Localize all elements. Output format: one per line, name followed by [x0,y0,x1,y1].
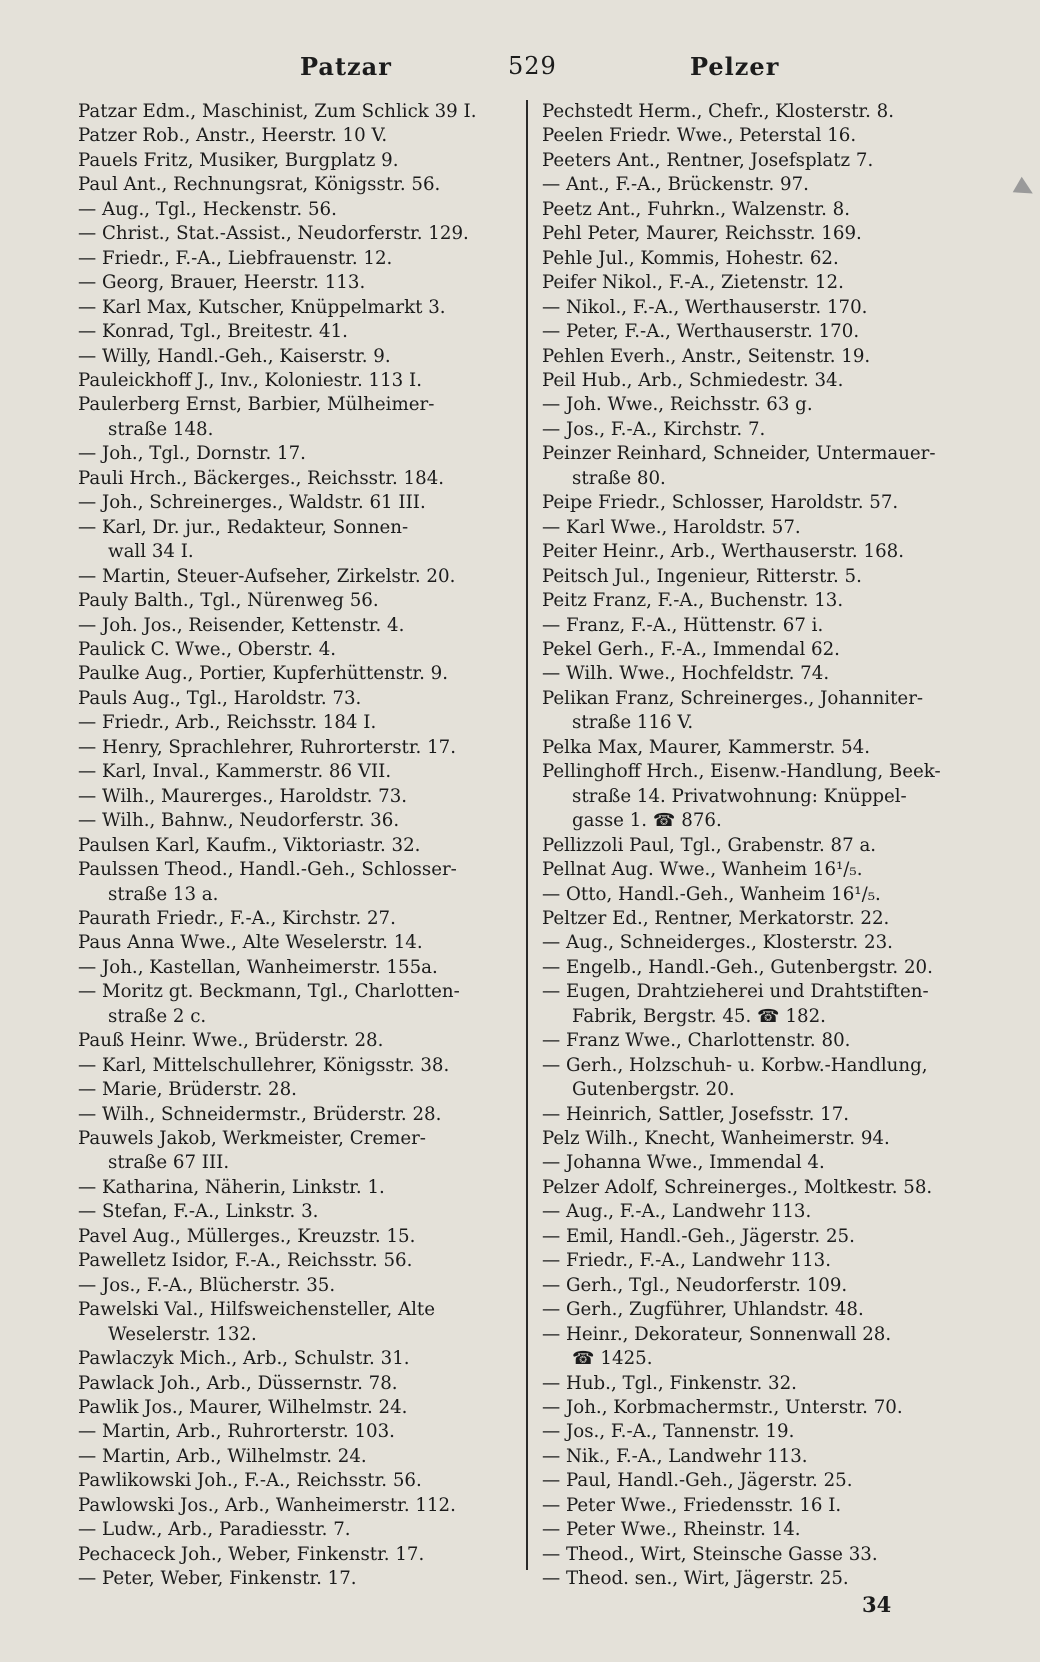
directory-entry: — Gerh., Zugführer, Uhlandstr. 48. [542,1299,864,1321]
directory-entry: Peitsch Jul., Ingenieur, Ritterstr. 5. [542,565,862,587]
directory-entry: — Christ., Stat.-Assist., Neudorferstr. 129. [78,223,469,245]
directory-entry: Pelka Max, Maurer, Kammerstr. 54. [542,736,871,758]
directory-entry: — Emil, Handl.-Geh., Jägerstr. 25. [542,1225,855,1247]
directory-entry: — Heinr., Dekorateur, Sonnenwall 28. [542,1323,892,1345]
directory-entry: — Joh., Kastellan, Wanheimerstr. 155a. [78,956,438,978]
directory-entry: — Franz, F.-A., Hüttenstr. 67 i. [542,614,824,636]
directory-entry: Weselerstr. 132. [108,1323,257,1345]
directory-entry: Paus Anna Wwe., Alte Weselerstr. 14. [78,932,423,954]
directory-entry: — Hub., Tgl., Finkenstr. 32. [542,1372,797,1394]
directory-entry: Pawlaczyk Mich., Arb., Schulstr. 31. [78,1348,410,1370]
directory-entry: Fabrik, Bergstr. 45. ☎ 182. [572,1005,826,1027]
directory-entry: Pauels Fritz, Musiker, Burgplatz 9. [78,149,399,171]
directory-entry: — Aug., Tgl., Heckenstr. 56. [78,198,337,220]
directory-entry: — Karl, Dr. jur., Redakteur, Sonnen- [78,516,409,538]
directory-entry: Pawlowski Jos., Arb., Wanheimerstr. 112. [78,1494,456,1516]
running-head-left: Patzar [300,52,392,81]
directory-entry: — Joh., Schreinerges., Waldstr. 61 III. [78,492,426,514]
directory-entry: Paulsen Karl, Kaufm., Viktoriastr. 32. [78,834,421,856]
directory-entry: Peinzer Reinhard, Schneider, Untermauer- [542,443,936,465]
directory-entry: — Friedr., Arb., Reichsstr. 184 I. [78,712,377,734]
directory-entry: — Jos., F.-A., Blücherstr. 35. [78,1274,336,1296]
directory-entry: — Aug., Schneiderges., Klosterstr. 23. [542,932,893,954]
directory-entry: — Jos., F.-A., Tannenstr. 19. [542,1421,795,1443]
directory-entry: straße 67 III. [108,1152,230,1174]
directory-entry: Paulke Aug., Portier, Kupferhüttenstr. 9. [78,663,448,685]
directory-entry: — Martin, Arb., Ruhrorterstr. 103. [78,1421,395,1443]
directory-entry: — Joh., Korbmachermstr., Unterstr. 70. [542,1397,903,1419]
directory-entry: — Gerh., Holzschuh- u. Korbw.-Handlung, [542,1054,928,1076]
directory-entry: Pauls Aug., Tgl., Haroldstr. 73. [78,687,362,709]
directory-entry: Gutenbergstr. 20. [572,1079,735,1101]
directory-entry: Peltzer Ed., Rentner, Merkatorstr. 22. [542,907,890,929]
directory-entry: Pekel Gerh., F.-A., Immendal 62. [542,638,840,660]
directory-entry: Patzar Edm., Maschinist, Zum Schlick 39 I. [78,101,477,122]
directory-entry: Pavel Aug., Müllerges., Kreuzstr. 15. [78,1225,416,1247]
directory-entry: — Georg, Brauer, Heerstr. 113. [78,272,366,294]
directory-entry: Pehle Jul., Kommis, Hohestr. 62. [542,247,839,269]
directory-entry: — Willy, Handl.-Geh., Kaiserstr. 9. [78,345,391,367]
directory-entry: straße 116 V. [572,712,694,734]
directory-entry: — Stefan, F.-A., Linkstr. 3. [78,1201,319,1223]
directory-entry: wall 34 I. [108,541,194,563]
directory-entry: — Friedr., F.-A., Liebfrauenstr. 12. [78,247,393,269]
directory-entry: — Henry, Sprachlehrer, Ruhrorterstr. 17. [78,736,457,758]
directory-entry: Peeters Ant., Rentner, Josefsplatz 7. [542,149,874,171]
directory-entry: — Marie, Brüderstr. 28. [78,1079,297,1101]
directory-entry: — Theod., Wirt, Steinsche Gasse 33. [542,1543,878,1565]
directory-entry: — Karl, Inval., Kammerstr. 86 VII. [78,761,392,783]
directory-entry: — Katharina, Näherin, Linkstr. 1. [78,1176,385,1198]
directory-entry: — Nikol., F.-A., Werthauserstr. 170. [542,296,868,318]
directory-entry: — Peter, Weber, Finkenstr. 17. [78,1568,357,1590]
directory-entry: — Karl Max, Kutscher, Knüppelmarkt 3. [78,296,446,318]
directory-entry: Peil Hub., Arb., Schmiedestr. 34. [542,369,844,391]
directory-entry: — Martin, Steuer-Aufseher, Zirkelstr. 20. [78,565,456,587]
directory-entry: Pauly Balth., Tgl., Nürenweg 56. [78,590,379,612]
directory-entry: Pawlack Joh., Arb., Düssernstr. 78. [78,1372,398,1394]
directory-entry: straße 14. Privatwohnung: Knüppel- [572,785,907,807]
directory-entry: — Heinrich, Sattler, Josefsstr. 17. [542,1103,850,1125]
directory-entry: Pechstedt Herm., Chefr., Klosterstr. 8. [542,101,894,122]
directory-entry: — Engelb., Handl.-Geh., Gutenbergstr. 20. [542,956,933,978]
directory-entry: Pellinghoff Hrch., Eisenw.-Handlung, Beek- [542,761,941,783]
directory-entry: — Aug., F.-A., Landwehr 113. [542,1201,812,1223]
directory-entry: — Otto, Handl.-Geh., Wanheim 16¹/₅. [542,883,881,905]
directory-entry: Pehlen Everh., Anstr., Seitenstr. 19. [542,345,871,367]
directory-entry: — Joh. Wwe., Reichsstr. 63 g. [542,394,813,416]
column-divider [526,100,528,1570]
directory-entry: Paul Ant., Rechnungsrat, Königsstr. 56. [78,174,441,196]
directory-entry: — Ludw., Arb., Paradiesstr. 7. [78,1519,351,1541]
directory-entry: Patzer Rob., Anstr., Heerstr. 10 V. [78,125,388,147]
directory-entry: straße 80. [572,467,666,489]
directory-entry: — Peter Wwe., Rheinstr. 14. [542,1519,801,1541]
directory-entry: Pellnat Aug. Wwe., Wanheim 16¹/₅. [542,859,863,881]
directory-entry: — Peter, F.-A., Werthauserstr. 170. [542,321,860,343]
directory-entry: — Wilh., Maurerges., Haroldstr. 73. [78,785,408,807]
directory-entry: Paurath Friedr., F.-A., Kirchstr. 27. [78,907,396,929]
directory-entry: — Martin, Arb., Wilhelmstr. 24. [78,1445,367,1467]
directory-entry: Paulick C. Wwe., Oberstr. 4. [78,638,337,660]
directory-entry: — Peter Wwe., Friedensstr. 16 I. [542,1494,842,1516]
directory-entry: — Theod. sen., Wirt, Jägerstr. 25. [542,1568,849,1590]
directory-entry: Pawlikowski Joh., F.-A., Reichsstr. 56. [78,1470,422,1492]
directory-entry: Pawelski Val., Hilfsweichensteller, Alte [78,1299,435,1321]
directory-entry: Paulerberg Ernst, Barbier, Mülheimer- [78,394,435,416]
directory-entry: Paulssen Theod., Handl.-Geh., Schlosser- [78,859,457,881]
page-number: 529 [508,52,557,80]
running-head-right: Pelzer [690,52,780,81]
directory-entry: — Joh., Tgl., Dornstr. 17. [78,443,306,465]
directory-entry: Pelzer Adolf, Schreinerges., Moltkestr. 58. [542,1176,933,1198]
left-column [78,100,518,1592]
directory-entry: Pawlik Jos., Maurer, Wilhelmstr. 24. [78,1397,408,1419]
directory-entry: Pechaceck Joh., Weber, Finkenstr. 17. [78,1543,425,1565]
right-column [542,100,982,1592]
directory-entry: Peifer Nikol., F.-A., Zietenstr. 12. [542,272,844,294]
directory-entry: — Wilh. Wwe., Hochfeldstr. 74. [542,663,830,685]
directory-entry: — Ant., F.-A., Brückenstr. 97. [542,174,809,196]
directory-entry: — Paul, Handl.-Geh., Jägerstr. 25. [542,1470,853,1492]
directory-entry: Pehl Peter, Maurer, Reichsstr. 169. [542,223,862,245]
directory-entry: straße 148. [108,418,214,440]
directory-entry: Peetz Ant., Fuhrkn., Walzenstr. 8. [542,198,851,220]
directory-entry: straße 13 a. [108,883,219,905]
directory-entry: — Moritz gt. Beckmann, Tgl., Charlotten- [78,981,460,1003]
directory-entry: — Eugen, Drahtzieherei und Drahtstiften- [542,981,929,1003]
directory-entry: Pauß Heinr. Wwe., Brüderstr. 28. [78,1030,384,1052]
directory-entry: Peipe Friedr., Schlosser, Haroldstr. 57. [542,492,899,514]
directory-entry: Pauwels Jakob, Werkmeister, Cremer- [78,1128,426,1150]
directory-entry: Pauleickhoff J., Inv., Koloniestr. 113 I. [78,369,422,391]
directory-entry: — Franz Wwe., Charlottenstr. 80. [542,1030,851,1052]
directory-entry: — Jos., F.-A., Kirchstr. 7. [542,418,766,440]
directory-entry: Peitz Franz, F.-A., Buchenstr. 13. [542,590,844,612]
directory-entry: Pellizzoli Paul, Tgl., Grabenstr. 87 a. [542,834,877,856]
directory-entry: — Karl Wwe., Haroldstr. 57. [542,516,801,538]
directory-entry: Peiter Heinr., Arb., Werthauserstr. 168. [542,541,904,563]
margin-mark-icon [1013,177,1038,202]
directory-entry: Pauli Hrch., Bäckerges., Reichsstr. 184. [78,467,445,489]
directory-entry: straße 2 c. [108,1005,207,1027]
directory-entry: — Nik., F.-A., Landwehr 113. [542,1445,808,1467]
directory-entry: — Karl, Mittelschullehrer, Königsstr. 38. [78,1054,450,1076]
directory-entry: Pawelletz Isidor, F.-A., Reichsstr. 56. [78,1250,413,1272]
directory-entry: Pelikan Franz, Schreinerges., Johanniter- [542,687,924,709]
directory-entry: ☎ 1425. [572,1348,653,1370]
signature-mark: 34 [862,1592,892,1617]
directory-entry: — Konrad, Tgl., Breitestr. 41. [78,321,348,343]
directory-entry: — Gerh., Tgl., Neudorferstr. 109. [542,1274,848,1296]
directory-entry: — Wilh., Schneidermstr., Brüderstr. 28. [78,1103,442,1125]
directory-entry: — Friedr., F.-A., Landwehr 113. [542,1250,832,1272]
directory-entry: — Wilh., Bahnw., Neudorferstr. 36. [78,810,400,832]
directory-entry: — Joh. Jos., Reisender, Kettenstr. 4. [78,614,405,636]
directory-entry: — Johanna Wwe., Immendal 4. [542,1152,825,1174]
directory-entry: Peelen Friedr. Wwe., Peterstal 16. [542,125,857,147]
directory-entry: gasse 1. ☎ 876. [572,810,722,832]
directory-entry: Pelz Wilh., Knecht, Wanheimerstr. 94. [542,1128,890,1150]
